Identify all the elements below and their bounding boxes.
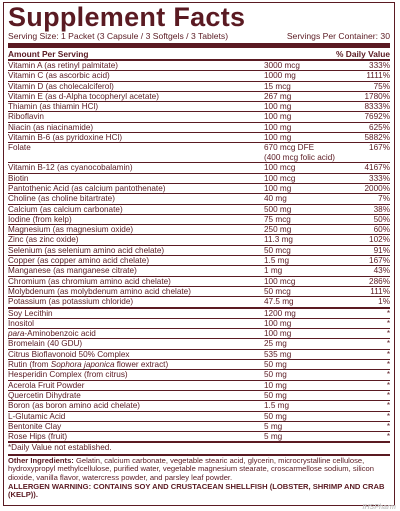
daily-value: * bbox=[386, 432, 390, 442]
daily-value: * bbox=[386, 360, 390, 370]
nutrient-row bbox=[8, 123, 390, 133]
nutrient-amount: 100 mg bbox=[264, 133, 292, 143]
nutrient-amount: 100 mcg bbox=[264, 173, 296, 183]
daily-value: 8333% bbox=[364, 102, 390, 112]
nutrient-name: Magnesium (as magnesium oxide) bbox=[8, 225, 134, 235]
nutrient-name: Vitamin C (as ascorbic acid) bbox=[8, 71, 110, 81]
daily-value: 7692% bbox=[364, 112, 390, 122]
nutrient-name: L-Glutamic Acid bbox=[8, 411, 66, 421]
nutrient-row bbox=[8, 133, 390, 143]
nutrient-amount: 100 mg bbox=[264, 112, 292, 122]
nutrient-name: Folate bbox=[8, 143, 31, 153]
nutrient-amount: 3000 mcg bbox=[264, 61, 300, 70]
nutrient-name: Selenium (as selenium amino acid chelate) bbox=[8, 245, 165, 255]
nutrient-row bbox=[8, 339, 390, 349]
nutrient-row bbox=[8, 266, 390, 276]
nutrient-amount: 47.5 mg bbox=[264, 297, 294, 307]
daily-value: 5882% bbox=[364, 133, 390, 143]
nutrient-row bbox=[8, 381, 390, 391]
nutrient-row bbox=[8, 350, 390, 360]
nutrient-amount: 100 mg bbox=[264, 329, 292, 339]
serving-info bbox=[8, 31, 390, 48]
nutrient-amount: 40 mg bbox=[264, 194, 287, 204]
nutrient-name: Pantothenic Acid (as calcium pantothenate) bbox=[8, 183, 166, 193]
daily-value: 625% bbox=[369, 122, 390, 132]
nutrient-row bbox=[8, 194, 390, 204]
nutrient-row bbox=[8, 297, 390, 308]
daily-value: * bbox=[386, 370, 390, 380]
supplement-facts-panel bbox=[3, 2, 395, 506]
daily-value: 111% bbox=[370, 286, 390, 296]
footnote: *Daily Value not established. bbox=[8, 443, 390, 456]
daily-value: 91% bbox=[373, 245, 390, 255]
nutrient-row bbox=[8, 370, 390, 380]
nutrient-row bbox=[8, 391, 390, 401]
nutrient-name: Vitamin D (as cholecalciferol) bbox=[8, 81, 114, 91]
nutrient-amount: 75 mcg bbox=[264, 214, 291, 224]
nutrient-row bbox=[8, 82, 390, 92]
nutrient-row bbox=[8, 422, 390, 432]
daily-value: 1111% bbox=[366, 71, 390, 81]
daily-value: 1780% bbox=[364, 91, 390, 101]
nutrient-name: Calcium (as calcium carbonate) bbox=[8, 204, 123, 214]
allergen-warning: ALLERGEN WARNING: CONTAINS SOY AND CRUSTACEAN SHELLFISH (LOBSTER, SHRIMP AND CRAB (KELP)). bbox=[8, 481, 385, 500]
nutrient-amount: 100 mg bbox=[264, 318, 292, 328]
nutrient-row bbox=[8, 163, 390, 173]
nutrient-row bbox=[8, 360, 390, 370]
nutrient-name: Quercetin Dihydrate bbox=[8, 390, 81, 400]
nutrient-row bbox=[8, 432, 390, 443]
nutrient-table bbox=[8, 61, 390, 443]
nutrient-name: Potassium (as potassium chloride) bbox=[8, 297, 134, 307]
nutrient-amount: 100 mcg bbox=[264, 163, 296, 173]
daily-value: 1% bbox=[378, 297, 390, 307]
nutrient-row bbox=[8, 102, 390, 112]
daily-value: 333% bbox=[369, 61, 390, 70]
daily-value: 167% bbox=[369, 143, 390, 153]
nutrient-amount: 15 mcg bbox=[264, 81, 291, 91]
nutrient-amount: 250 mg bbox=[264, 225, 292, 235]
nutrient-amount: 1000 mg bbox=[264, 71, 296, 81]
nutrient-name: Vitamin A (as retinyl palmitate) bbox=[8, 61, 118, 70]
nutrient-amount: 10 mg bbox=[264, 380, 287, 390]
nutrient-amount: 25 mg bbox=[264, 339, 287, 349]
nutrient-amount: 50 mcg bbox=[264, 286, 291, 296]
nutrient-name: Acerola Fruit Powder bbox=[8, 380, 85, 390]
watermark: IHSPharm bbox=[362, 504, 396, 511]
nutrient-amount: 100 mcg bbox=[264, 276, 296, 286]
nutrient-row bbox=[8, 319, 390, 329]
nutrient-name: Manganese (as manganese citrate) bbox=[8, 266, 137, 276]
daily-value: 286% bbox=[369, 276, 390, 286]
nutrient-row bbox=[8, 401, 390, 411]
nutrient-amount: 50 mg bbox=[264, 370, 287, 380]
nutrient-row bbox=[8, 246, 390, 256]
nutrient-name: Copper (as copper amino acid chelate) bbox=[8, 256, 150, 266]
nutrient-name: Chromium (as chromium amino acid chelate) bbox=[8, 276, 171, 286]
daily-value: 2000% bbox=[364, 183, 390, 193]
daily-value: * bbox=[386, 380, 390, 390]
nutrient-amount: 50 mg bbox=[264, 411, 287, 421]
nutrient-amount: 100 mg bbox=[264, 102, 292, 112]
daily-value: 60% bbox=[373, 225, 390, 235]
nutrient-row bbox=[8, 309, 390, 319]
servings-per-container: Servings Per Container: 30 bbox=[286, 31, 390, 41]
nutrient-row bbox=[8, 215, 390, 225]
nutrient-row bbox=[8, 174, 390, 184]
nutrient-name: Niacin (as niacinamide) bbox=[8, 122, 94, 132]
nutrient-name: Vitamin B-12 (as cyanocobalamin) bbox=[8, 163, 133, 173]
nutrient-amount: 535 mg bbox=[264, 349, 292, 359]
nutrient-name: Thiamin (as thiamin HCl) bbox=[8, 102, 99, 112]
nutrient-amount: 100 mg bbox=[264, 183, 292, 193]
nutrient-amount: 50 mg bbox=[264, 390, 287, 400]
nutrient-amount: 50 mg bbox=[264, 360, 287, 370]
nutrient-name: Citrus Bioflavonoid 50% Complex bbox=[8, 349, 130, 359]
nutrient-name: Riboflavin bbox=[8, 112, 44, 122]
nutrient-row bbox=[8, 92, 390, 102]
daily-value: 102% bbox=[369, 235, 390, 245]
nutrient-name: Iodine (from kelp) bbox=[8, 214, 72, 224]
nutrient-row bbox=[8, 235, 390, 245]
nutrient-row bbox=[8, 277, 390, 287]
nutrient-amount: 1200 mg bbox=[264, 308, 296, 318]
nutrient-name: Boron (as boron amino acid chelate) bbox=[8, 401, 140, 411]
nutrient-row bbox=[8, 205, 390, 215]
daily-value: * bbox=[386, 390, 390, 400]
nutrient-name: Hesperidin Complex (from citrus) bbox=[8, 370, 128, 380]
nutrient-amount: 50 mcg bbox=[264, 245, 291, 255]
daily-value: 4167% bbox=[364, 163, 390, 173]
nutrient-amount: 670 mcg DFE (400 mcg folic acid) bbox=[264, 143, 335, 162]
nutrient-name: Bentonite Clay bbox=[8, 421, 62, 431]
nutrient-row bbox=[8, 184, 390, 194]
ingredients-label: Other Ingredients: bbox=[8, 455, 74, 465]
nutrient-amount: 1.5 mg bbox=[264, 256, 290, 266]
nutrient-name: Bromelain (40 GDU) bbox=[8, 339, 83, 349]
daily-value: * bbox=[386, 318, 390, 328]
nutrient-row bbox=[8, 256, 390, 266]
nutrient-row bbox=[8, 71, 390, 81]
nutrient-name: Rose Hips (fruit) bbox=[8, 432, 68, 442]
nutrient-name: Soy Lecithin bbox=[8, 308, 53, 318]
daily-value: * bbox=[386, 421, 390, 431]
nutrient-row bbox=[8, 143, 390, 163]
panel-title: Supplement Facts bbox=[8, 2, 246, 32]
nutrient-name: Molybdenum (as molybdenum amino acid chelate) bbox=[8, 286, 191, 296]
nutrient-name: Inositol bbox=[8, 318, 34, 328]
daily-value: 333% bbox=[369, 173, 390, 183]
daily-value: 50% bbox=[373, 214, 390, 224]
nutrient-amount: 1.5 mg bbox=[264, 401, 290, 411]
daily-value: 75% bbox=[373, 81, 390, 91]
nutrient-amount: 267 mg bbox=[264, 91, 292, 101]
daily-value-header: % Daily Value bbox=[336, 49, 390, 59]
nutrient-name: Choline (as choline bitartrate) bbox=[8, 194, 115, 204]
nutrient-amount: 11.3 mg bbox=[264, 235, 293, 245]
nutrient-name: Vitamin E (as d-Alpha tocopheryl acetate) bbox=[8, 91, 159, 101]
column-header bbox=[8, 48, 390, 61]
daily-value: 43% bbox=[373, 266, 390, 276]
amount-header: Amount Per Serving bbox=[8, 49, 89, 59]
daily-value: * bbox=[386, 349, 390, 359]
nutrient-row bbox=[8, 61, 390, 71]
daily-value: 167% bbox=[369, 256, 390, 266]
daily-value: * bbox=[386, 308, 390, 318]
nutrient-row bbox=[8, 287, 390, 297]
nutrient-amount: 500 mg bbox=[264, 204, 292, 214]
nutrient-name: Zinc (as zinc oxide) bbox=[8, 235, 79, 245]
nutrient-name: Biotin bbox=[8, 173, 29, 183]
nutrient-amount: 1 mg bbox=[264, 266, 283, 276]
nutrient-amount: 100 mg bbox=[264, 122, 292, 132]
nutrient-amount: 5 mg bbox=[264, 432, 283, 442]
nutrient-row bbox=[8, 412, 390, 422]
serving-size: Serving Size: 1 Packet (3 Capsule / 3 Softgels / 3 Tablets) bbox=[8, 31, 229, 41]
nutrient-name: Rutin (from Sophora japonica flower extract) bbox=[8, 360, 169, 370]
nutrient-row bbox=[8, 112, 390, 122]
daily-value: 38% bbox=[373, 204, 390, 214]
nutrient-name: para-Aminobenzoic acid bbox=[8, 329, 96, 339]
nutrient-row bbox=[8, 225, 390, 235]
daily-value: * bbox=[386, 411, 390, 421]
daily-value: * bbox=[386, 339, 390, 349]
daily-value: * bbox=[386, 401, 390, 411]
nutrient-row bbox=[8, 329, 390, 339]
nutrient-amount: 5 mg bbox=[264, 421, 283, 431]
other-ingredients bbox=[8, 457, 390, 483]
daily-value: * bbox=[386, 329, 390, 339]
ingredients-text: Gelatin, calcium carbonate, vegetable stearic acid, glycerin, microcrystalline cellulose, hydroxypropyl methylcellulose, purified water, vegetable magnesium stearate, croscarmellose sodium, silicon dioxide, vanilla flavor, watercress powder, and parsley leaf powder. bbox=[8, 455, 374, 483]
nutrient-name: Vitamin B-6 (as pyridoxine HCl) bbox=[8, 133, 123, 143]
daily-value: 7% bbox=[378, 194, 390, 204]
